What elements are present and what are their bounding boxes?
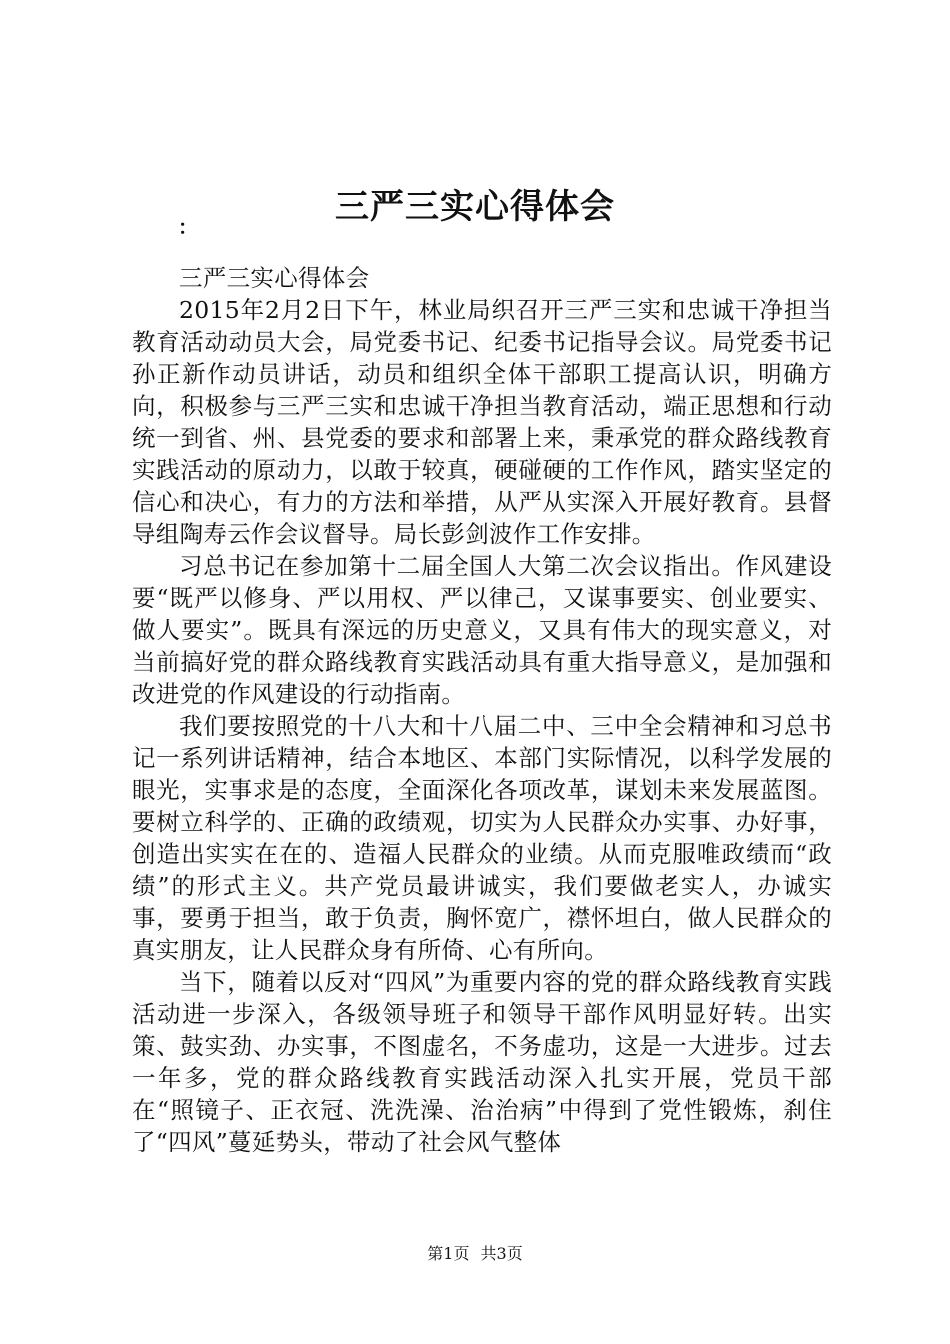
paragraph-4: 当下，随着以反对“四风”为重要内容的党的群众路线教育实践活动进一步深入，各级领导班子和领导干部作风明显好转。出实策、鼓实劲、办实事，不图虚名，不务虚功，这是一大进步。过去一年多，党的群众路线教育实践活动深入扎实开展，党员干部在“照镜子、正衣冠、洗洗澡、治治病”中得到了党性锻炼，刹住了“四风”蔓延势头，带动了社会风气整体 xyxy=(132,968,832,1156)
document-title: 三严三实心得体会 xyxy=(335,187,615,227)
paragraph-subtitle: 三严三实心得体会 xyxy=(179,264,370,292)
page-total: 共3页 xyxy=(480,1244,523,1263)
page-number: 第1页 xyxy=(427,1244,470,1263)
paragraph-1: 2015年2月2日下午，林业局织召开三严三实和忠诚干净担当教育活动动员大会，局党委书记、纪委书记指导会议。局党委书记孙正新作动员讲话，动员和组织全体干部职工提高认识，明确方向，积极参与三严三实和忠诚干净担当教育活动，端正思想和行动统一到省、州、县党委的要求和部署上来，秉承党的群众路线教育实践活动的原动力，以敢于较真，硬碰硬的工作作风，踏实坚定的信心和决心，有力的方法和举措，从严从实深入开展好教育。县督导组陶寿云作会议督导。局长彭剑波作工作安排。 xyxy=(132,296,832,548)
document-body xyxy=(132,262,832,1158)
colon-mark: ： xyxy=(178,215,198,239)
paragraph-3: 我们要按照党的十八大和十八届二中、三中全会精神和习总书记一系列讲话精神，结合本地区、本部门实际情况，以科学发展的眼光，实事求是的态度，全面深化各项改革，谋划未来发展蓝图。要树立科学的、正确的政绩观，切实为人民群众办实事、办好事，创造出实实在在的、造福人民群众的业绩。从而克服唯政绩而“政绩”的形式主义。共产党员最讲诚实，我们要做老实人，办诚实事，要勇于担当，敢于负责，胸怀宽广，襟怀坦白，做人民群众的真实朋友，让人民群众身有所倚、心有所向。 xyxy=(132,712,832,964)
paragraph-2: 习总书记在参加第十二届全国人大第二次会议指出。作风建设要“既严以修身、严以用权、严以律己，又谋事要实、创业要实、做人要实”。既具有深远的历史意义，又具有伟大的现实意义，对当前搞好党的群众路线教育实践活动具有重大指导意义，是加强和改进党的作风建设的行动指南。 xyxy=(132,552,832,708)
page-footer xyxy=(0,1242,950,1266)
